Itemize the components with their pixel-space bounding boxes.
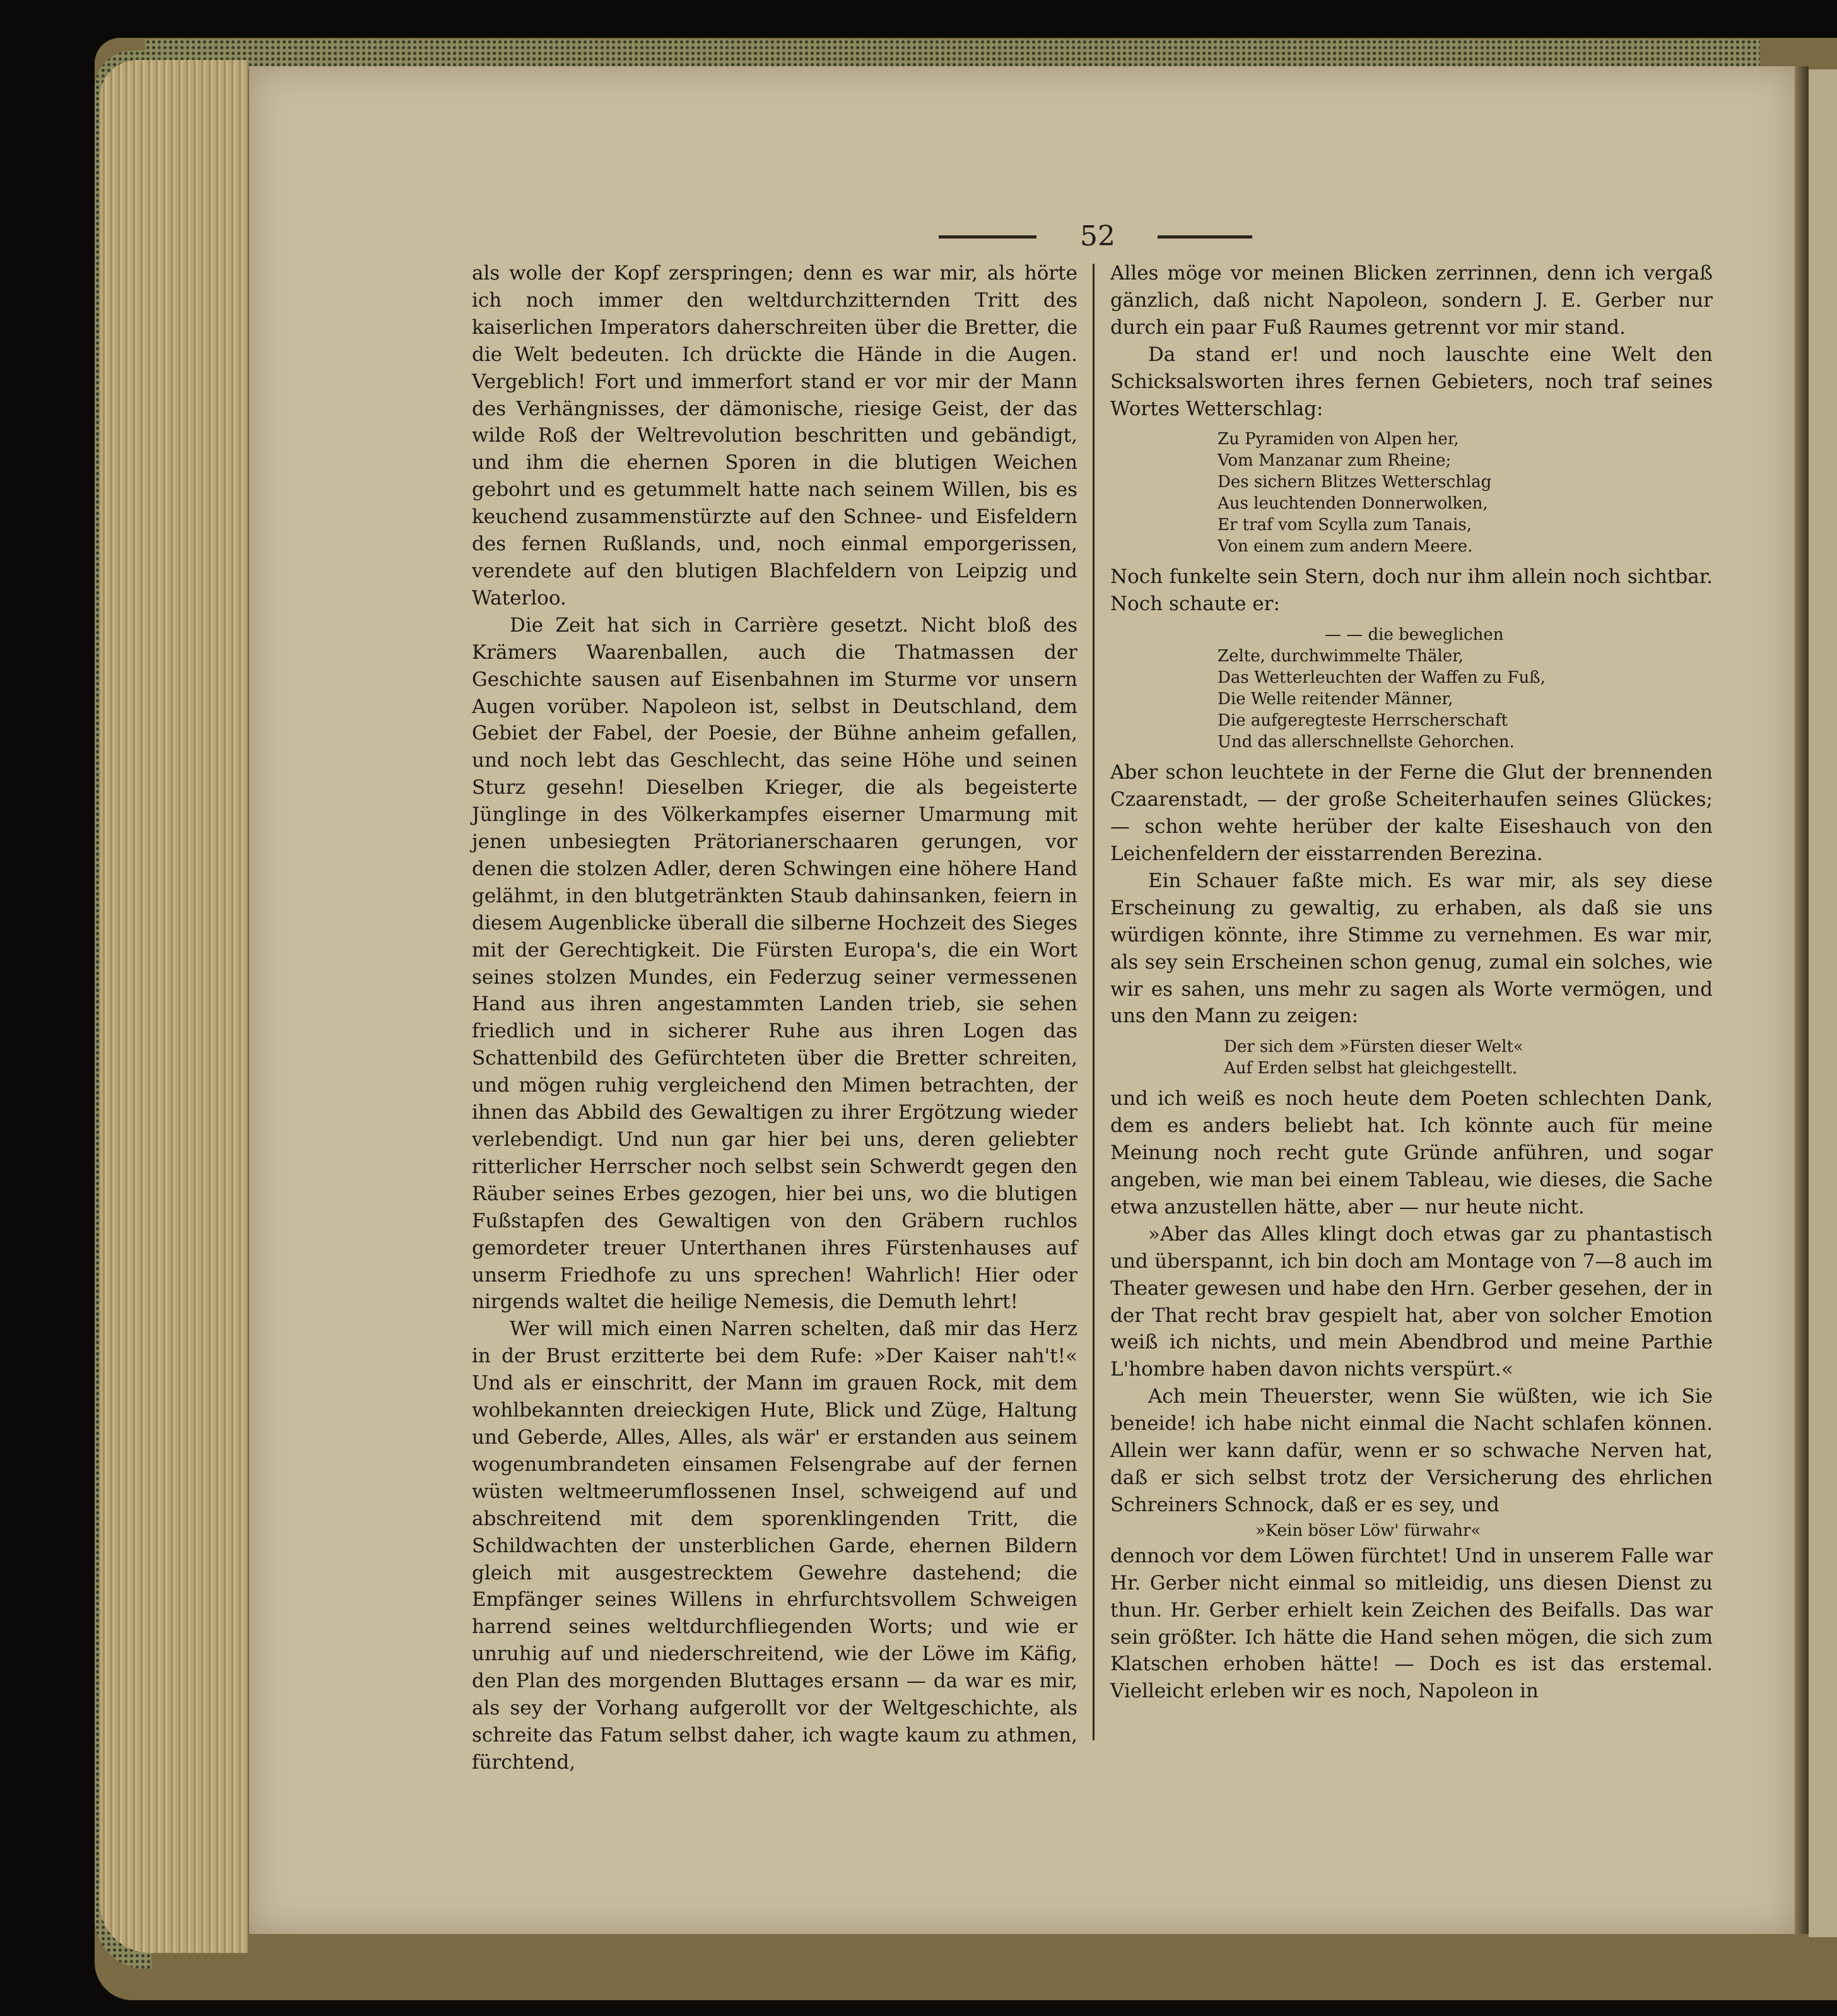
paragraph: dennoch vor dem Löwen fürchtet! Und in unserem Falle war Hr. Gerber nicht einmal so mitleidig, uns diesen Dienst zu thun. Hr. Gerber erhielt kein Zeichen des Beifalls. Das war sein größter. Ich hätte die Hand sehen mögen, die sich zum Klatschen erhoben hätte! — Doch es ist das erstemal. Vielleicht erleben wir es noch, Napoleon in — [1110, 1544, 1713, 1703]
paragraph: Aber schon leuchtete in der Ferne die Glut der brennenden Czaarenstadt, — der große Scheiterhaufen seines Glückes; — schon wehte herüber der kalte Eiseshauch von den Leichenfeldern der eisstarrenden Berezina. — [1110, 761, 1713, 865]
paragraph: Da stand er! und noch lauschte eine Welt den Schicksalsworten ihres fernen Gebieters, noch traf seines Wortes Wetterschlag: — [1110, 343, 1713, 420]
verse-block — [1110, 1520, 1713, 1541]
paragraph: als wolle der Kopf zerspringen; denn es war mir, als hörte ich noch immer den weltdurchzitternden Tritt des kaiserlichen Imperators daherschreiten über die Bretter, die die Welt bedeuten. Ich drückte die Hände in die Augen. Vergeblich! Fort und immerfort stand er vor mir der Mann des Verhängnisses, der dämonische, riesige Geist, der das wilde Roß der Weltrevolution beschritten und gebändigt, und ihm die ehernen Sporen in die blutigen Weichen gebohrt und es getummelt hatte nach seinem Willen, bis es keuchend zusammenstürzte auf den Schnee- und Eisfeldern des fernen Rußlands, und, noch einmal emporgerissen, verendete auf den blutigen Blachfeldern von Leipzig und Waterloo. — [472, 262, 1077, 610]
paragraph: »Aber das Alles klingt doch etwas gar zu phantastisch und überspannt, ich bin doch am Montage von 7—8 auch im Theater gewesen und habe den Hrn. Gerber gesehen, der in der That recht brav gespielt hat, aber von solcher Emotion weiß ich nichts, und mein Abendbrod und meine Parthie L'hombre haben davon nichts verspürt.« — [1110, 1222, 1713, 1381]
verse-line: Zelte, durchwimmelte Thäler, — [1218, 647, 1464, 666]
book-gutter — [1795, 66, 1809, 1934]
left-column — [472, 260, 1077, 1776]
facing-page-edge — [1809, 69, 1837, 1937]
paragraph: Wer will mich einen Narren schelten, daß mir das Herz in der Brust erzitterte bei dem Rufe: »Der Kaiser nah't!« Und als er einschritt, der Mann im grauen Rock, mit dem wohlbekannten dreieckigen Hute, Blick und Züge, Haltung und Geberde, Alles, Alles, als wär' er erstanden aus seinem wogenumbrandeten einsamen Felsengrabe auf der fernen wüsten weltmeerumflossenen Insel, schweigend auf und abschreitend mit dem sporenklingenden Tritt, die Schildwachten der unsterblichen Garde, ehernen Bildern gleich mit ausgestrecktem Gewehre dastehend; die Empfänger seines Willens in ehrfurchtsvollem Schweigen harrend seines weltdurchfliegenden Worts; und wie er unruhig auf und niederschreitend, wie der Löwe im Käfig, den Plan des morgenden Bluttages ersann — da war es mir, als sey der Vorhang aufgerollt vor der Weltgeschichte, als schreite das Fatum selbst daher, ich wagte kaum zu athmen, fürchtend, — [472, 1317, 1077, 1774]
verse-block — [1110, 1036, 1713, 1079]
verse-line: Und das allerschnellste Gehorchen. — [1218, 733, 1515, 752]
column-divider — [1093, 264, 1095, 1740]
verse-block — [1110, 428, 1713, 557]
paragraph: Ach mein Theuerster, wenn Sie wüßten, wie ich Sie beneide! ich habe nicht einmal die Nacht schlafen können. Allein wer kann dafür, wenn er so schwache Nerven hat, daß er sich selbst trotz der Versicherung des ehrlichen Schreiners Schnock, daß er es sey, und — [1110, 1385, 1713, 1516]
verse-line: Der sich dem »Fürsten dieser Welt« — [1224, 1037, 1523, 1057]
verse-line: Er traf vom Scylla zum Tanais, — [1218, 516, 1472, 535]
verse-line: Aus leuchtenden Donnerwolken, — [1218, 494, 1488, 514]
paragraph: Noch funkelte sein Stern, doch nur ihm allein noch sichtbar. Noch schaute er: — [1110, 565, 1713, 616]
page-number: 52 — [1080, 220, 1115, 252]
verse-line: Die Welle reitender Männer, — [1218, 690, 1453, 709]
verse-block — [1110, 624, 1713, 753]
verse-line: Die aufgeregteste Herrscherschaft — [1218, 711, 1508, 731]
verse-line: Von einem zum andern Meere. — [1218, 537, 1473, 557]
paragraph: und ich weiß es noch heute dem Poeten schlechten Dank, dem es anders beliebt hat. Ich könnte auch für meine Meinung noch recht gute Gründe anführen, und sogar angeben, wie man bei einem Tableau, wie dieses, die Sache etwa anzustellen hätte, aber — nur heute nicht. — [1110, 1087, 1713, 1218]
verse-line: Des sichern Blitzes Wetterschlag — [1218, 473, 1492, 492]
verse-line: Das Wetterleuchten der Waffen zu Fuß, — [1218, 668, 1546, 688]
right-column — [1110, 260, 1713, 1705]
verse-line: Auf Erden selbst hat gleichgestellt. — [1224, 1059, 1518, 1078]
verse-line: Vom Manzanar zum Rheine; — [1218, 451, 1452, 471]
verse-line: — — die beweglichen — [1325, 625, 1504, 645]
verse-line: »Kein böser Löw' fürwahr« — [1255, 1521, 1481, 1540]
paragraph: Ein Schauer faßte mich. Es war mir, als sey diese Erscheinung zu gewaltig, zu erhaben, als daß sie uns würdigen könnte, ihre Stimme zu vernehmen. Es war mir, als sey sein Erscheinen schon genug, zumal ein solches, wie wir es sahen, uns mehr zu sagen als Worte vermögen, und uns den Mann zu zeigen: — [1110, 869, 1713, 1028]
page-stack-edge — [100, 60, 248, 1953]
paragraph: Die Zeit hat sich in Carrière gesetzt. Nicht bloß des Krämers Waarenballen, auch die Thatmassen der Geschichte sausen auf Eisenbahnen im Sturme vor unsern Augen vorüber. Napoleon ist, selbst in Deutschland, dem Gebiet der Fabel, der Poesie, der Bühne anheim gefallen, und noch lebt das Geschlecht, das seine Höhe und seinen Sturz gesehn! Dieselben Krieger, die als begeisterte Jünglinge in des Völkerkampfes eiserner Umarmung mit jenen unbesiegten Prätorianerschaaren gerungen, vor denen die stolzen Adler, deren Schwingen eine höhere Hand gelähmt, in den blutgetränkten Staub dahinsanken, feiern in diesem Augenblicke überall die silberne Hochzeit des Sieges mit der Gerechtigkeit. Die Fürsten Europa's, die ein Wort seines stolzen Mundes, ein Federzug seiner vermessenen Hand aus ihren angestammten Landen trieb, sie sehen friedlich und in sicherer Ruhe aus ihren Logen das Schattenbild des Gefürchteten über die Bretter schreiten, und mögen ruhig vergleichend den Mimen betrachten, der ihnen das Abbild des Gewaltigen zu ihrer Ergötzung wieder verlebendigt. Und nun gar hier bei uns, deren geliebter ritterlicher Herrscher noch selbst sein Schwerdt gegen den Räuber seines Erbes gezogen, hier bei uns, wo die blutigen Fußstapfen des Gewaltigen von den Gräbern ruchlos gemordeter treuer Unterthanen ihres Fürstenhauses auf unserm Friedhofe zu uns sprechen! Wahrlich! Hier oder nirgends waltet die heilige Nemesis, die Demuth lehrt! — [472, 613, 1077, 1314]
verse-line: Zu Pyramiden von Alpen her, — [1218, 430, 1459, 449]
header-ornament-right — [1158, 235, 1252, 239]
paragraph: Alles möge vor meinen Blicken zerrinnen, denn ich vergaß gänzlich, daß nicht Napoleon, sondern J. E. Gerber nur durch ein paar Fuß Raumes getrennt vor mir stand. — [1110, 262, 1713, 339]
